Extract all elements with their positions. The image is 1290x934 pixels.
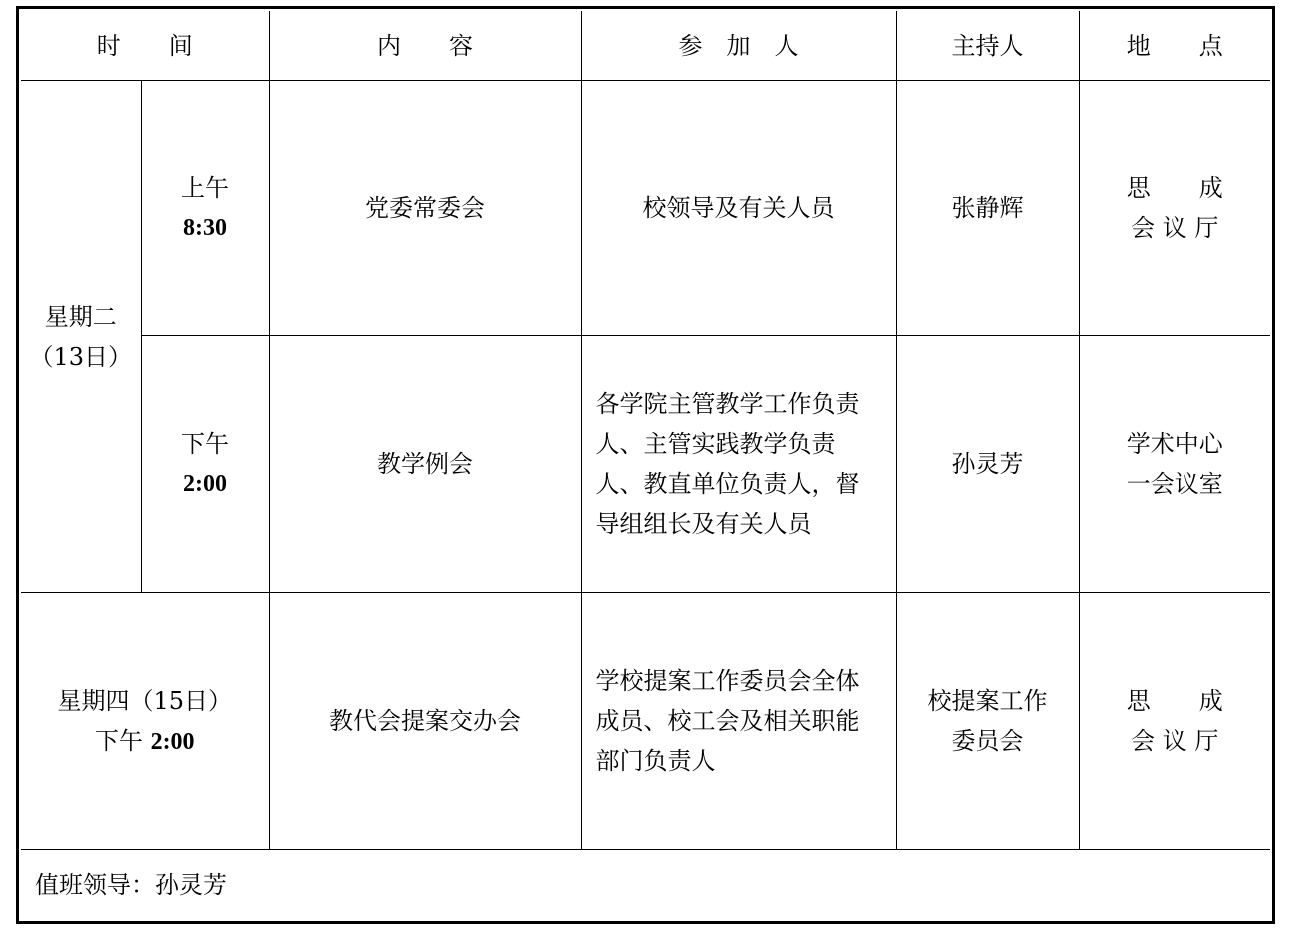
content-cell: 教学例会 bbox=[269, 336, 581, 593]
header-row bbox=[21, 11, 1270, 81]
slot-time: 8:30 bbox=[183, 215, 227, 241]
location-cell bbox=[1079, 81, 1270, 336]
participants-cell: 各学院主管教学工作负责人、主管实践教学负责人、教直单位负责人，督导组组长及有关人员 bbox=[581, 336, 896, 593]
header-host: 主持人 bbox=[896, 11, 1079, 81]
location-line1: 学术中心 bbox=[1126, 430, 1223, 458]
location-line2: 一会议室 bbox=[1126, 470, 1223, 498]
location-cell bbox=[1079, 593, 1270, 850]
slot-label: 下午 bbox=[94, 726, 143, 755]
slot-label: 下午 bbox=[181, 430, 229, 458]
participants-cell: 校领导及有关人员 bbox=[581, 81, 896, 336]
schedule-table bbox=[21, 11, 1270, 920]
host-cell bbox=[896, 593, 1079, 850]
location-cell bbox=[1079, 336, 1270, 593]
day-date: （13日） bbox=[29, 342, 133, 371]
slot-time: 2:00 bbox=[150, 728, 195, 755]
slot-time-line bbox=[21, 721, 269, 762]
slot-label: 上午 bbox=[181, 174, 229, 202]
host-cell: 孙灵芳 bbox=[896, 336, 1079, 593]
location-line1: 思 成 bbox=[1126, 687, 1223, 715]
table-row bbox=[21, 81, 1270, 336]
content-cell: 党委常委会 bbox=[269, 81, 581, 336]
header-participants: 参 加 人 bbox=[581, 11, 896, 81]
slot-cell bbox=[141, 81, 269, 336]
table-row bbox=[21, 336, 1270, 593]
day-label: 星期四（15日） bbox=[57, 686, 233, 715]
content-cell: 教代会提案交办会 bbox=[269, 593, 581, 850]
slot-cell bbox=[141, 336, 269, 593]
footer-row bbox=[21, 850, 1270, 921]
day-label: 星期二 bbox=[44, 302, 117, 331]
duty-leader: 值班领导：孙灵芳 bbox=[21, 850, 1270, 921]
location-line1: 思 成 bbox=[1126, 174, 1223, 202]
location-line2: 会 议 厅 bbox=[1131, 214, 1219, 242]
slot-time: 2:00 bbox=[183, 471, 227, 497]
header-time: 时 间 bbox=[21, 11, 269, 81]
table-row bbox=[21, 593, 1270, 850]
host-line1: 校提案工作 bbox=[927, 687, 1048, 715]
day-cell bbox=[21, 593, 269, 850]
header-location: 地 点 bbox=[1079, 11, 1270, 81]
participants-cell: 学校提案工作委员会全体成员、校工会及相关职能部门负责人 bbox=[581, 593, 896, 850]
host-line2: 委员会 bbox=[951, 727, 1024, 755]
header-content: 内 容 bbox=[269, 11, 581, 81]
location-line2: 会 议 厅 bbox=[1131, 727, 1219, 755]
host-cell: 张静辉 bbox=[896, 81, 1079, 336]
day-cell bbox=[21, 81, 141, 593]
